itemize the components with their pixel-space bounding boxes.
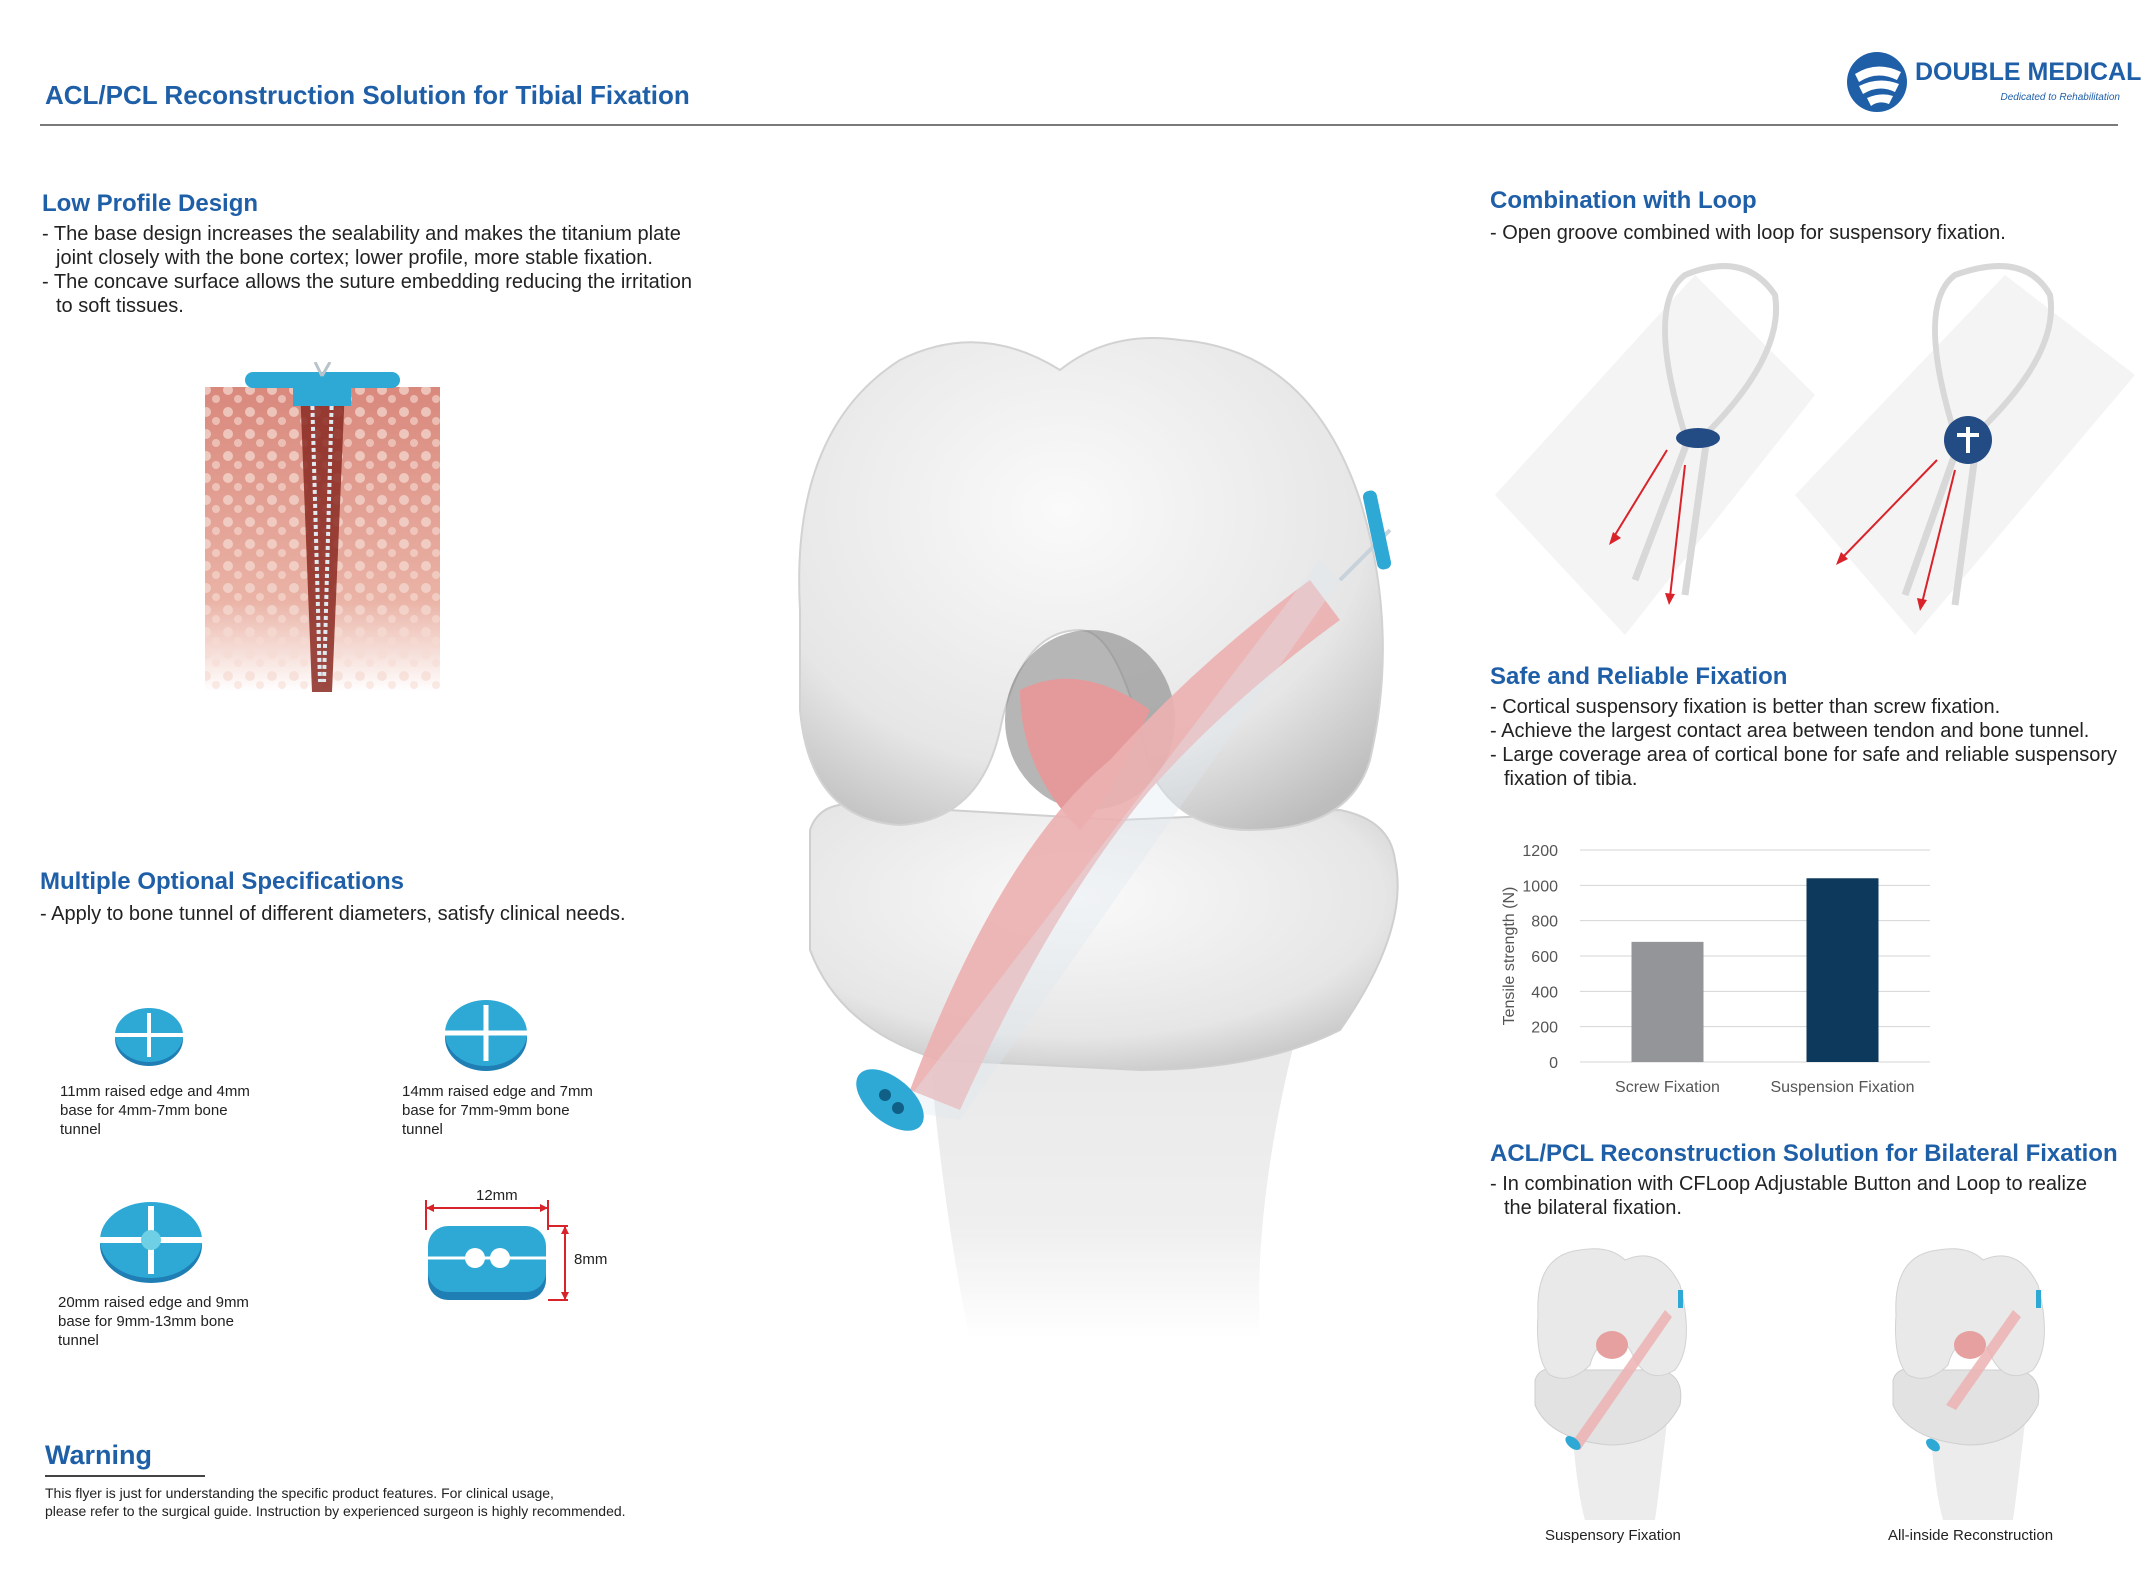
chart-y-tick-label: 0 [1549, 1055, 1558, 1072]
logo [1845, 50, 2142, 116]
spec-14mm-caption: 14mm raised edge and 7mm base for 7mm-9mm bone tunnel [402, 1083, 593, 1138]
spec-11mm-caption: 11mm raised edge and 4mm base for 4mm-7mm bone tunnel [60, 1083, 250, 1138]
chart-y-tick-label: 800 [1531, 913, 1558, 931]
loop-title: Combination with Loop [1490, 187, 1757, 214]
warning-text-line-1: This flyer is just for understanding the specific product features. For clinical usage, [45, 1485, 554, 1501]
low-profile-bullet-2: - The concave surface allows the suture embedding reducing the irritation to soft tissues. [42, 271, 692, 317]
knee-suspensory-fixation-illustration [1530, 1245, 1690, 1520]
warning-title: Warning [45, 1440, 152, 1470]
chart-x-tick-label: Suspension Fixation [1770, 1079, 1915, 1096]
safe-bullet-2: - Achieve the largest contact area between tendon and bone tunnel. [1490, 720, 2090, 742]
chart-y-tick-label: 1200 [1522, 843, 1558, 860]
bilateral-text [1490, 1172, 2110, 1220]
low-profile-text [42, 222, 692, 318]
dim-width-label: 12mm [476, 1187, 518, 1204]
header-rule [40, 124, 2118, 126]
tensile-strength-chart [1490, 830, 1950, 1105]
button-14mm-icon [443, 997, 529, 1073]
knee-joint-illustration [780, 330, 1420, 1350]
bilateral-bullet-1: - In combination with CFLoop Adjustable Button and Loop to realize the bilateral fixation. [1490, 1173, 2088, 1219]
low-profile-title: Low Profile Design [42, 190, 259, 217]
button-20mm-icon [98, 1198, 204, 1284]
spec-20mm-caption: 20mm raised edge and 9mm base for 9mm-13mm bone tunnel [58, 1294, 249, 1349]
caption-all-inside-reconstruction: All-inside Reconstruction [1888, 1527, 2054, 1544]
bone-cross-section-illustration [200, 362, 445, 692]
chart-y-tick-label: 600 [1531, 949, 1558, 966]
safe-bullet-3: - Large coverage area of cortical bone for safe and reliable suspensory fixation of tibia. [1490, 744, 2118, 790]
warning-text-line-2: please refer to the surgical guide. Instruction by experienced surgeon is highly recommended. [45, 1503, 626, 1519]
loop-button-illustration [1485, 255, 2145, 645]
safe-text [1490, 695, 2150, 791]
bilateral-title: ACL/PCL Reconstruction Solution for Bilateral Fixation [1490, 1140, 2118, 1167]
specs-subtitle: - Apply to bone tunnel of different diameters, satisfy clinical needs. [40, 903, 626, 925]
loop-text: - Open groove combined with loop for suspensory fixation. [1490, 222, 2006, 244]
chart-bar [1807, 878, 1879, 1062]
safe-bullet-1: - Cortical suspensory fixation is better than screw fixation. [1490, 696, 2001, 718]
warning-underline [45, 1475, 205, 1477]
dim-height-label: 8mm [574, 1251, 608, 1268]
button-11mm-icon [112, 1005, 186, 1067]
knee-all-inside-reconstruction-illustration [1888, 1245, 2048, 1520]
chart-y-axis-label: Tensile strength (N) [1501, 886, 1518, 1026]
low-profile-bullet-1: - The base design increases the sealability and makes the titanium plate joint closely with the bone cortex; lower profile, more stable fixation. [42, 223, 681, 269]
logo-globe-icon [1845, 50, 1909, 114]
chart-y-tick-label: 1000 [1522, 878, 1558, 896]
safe-title: Safe and Reliable Fixation [1490, 663, 1788, 690]
logo-tagline: Dedicated to Rehabilitation [2000, 92, 2120, 103]
caption-suspensory-fixation: Suspensory Fixation [1545, 1527, 1681, 1544]
chart-y-tick-label: 200 [1531, 1019, 1558, 1037]
chart-y-tick-label: 400 [1531, 984, 1558, 1002]
specs-title: Multiple Optional Specifications [40, 868, 405, 895]
logo-name: DOUBLE MEDICAL [1915, 58, 2142, 86]
warning-text [45, 1484, 626, 1520]
page-title: ACL/PCL Reconstruction Solution for Tibial Fixation [45, 80, 690, 110]
chart-bar [1632, 942, 1704, 1062]
chart-x-tick-label: Screw Fixation [1615, 1079, 1720, 1096]
